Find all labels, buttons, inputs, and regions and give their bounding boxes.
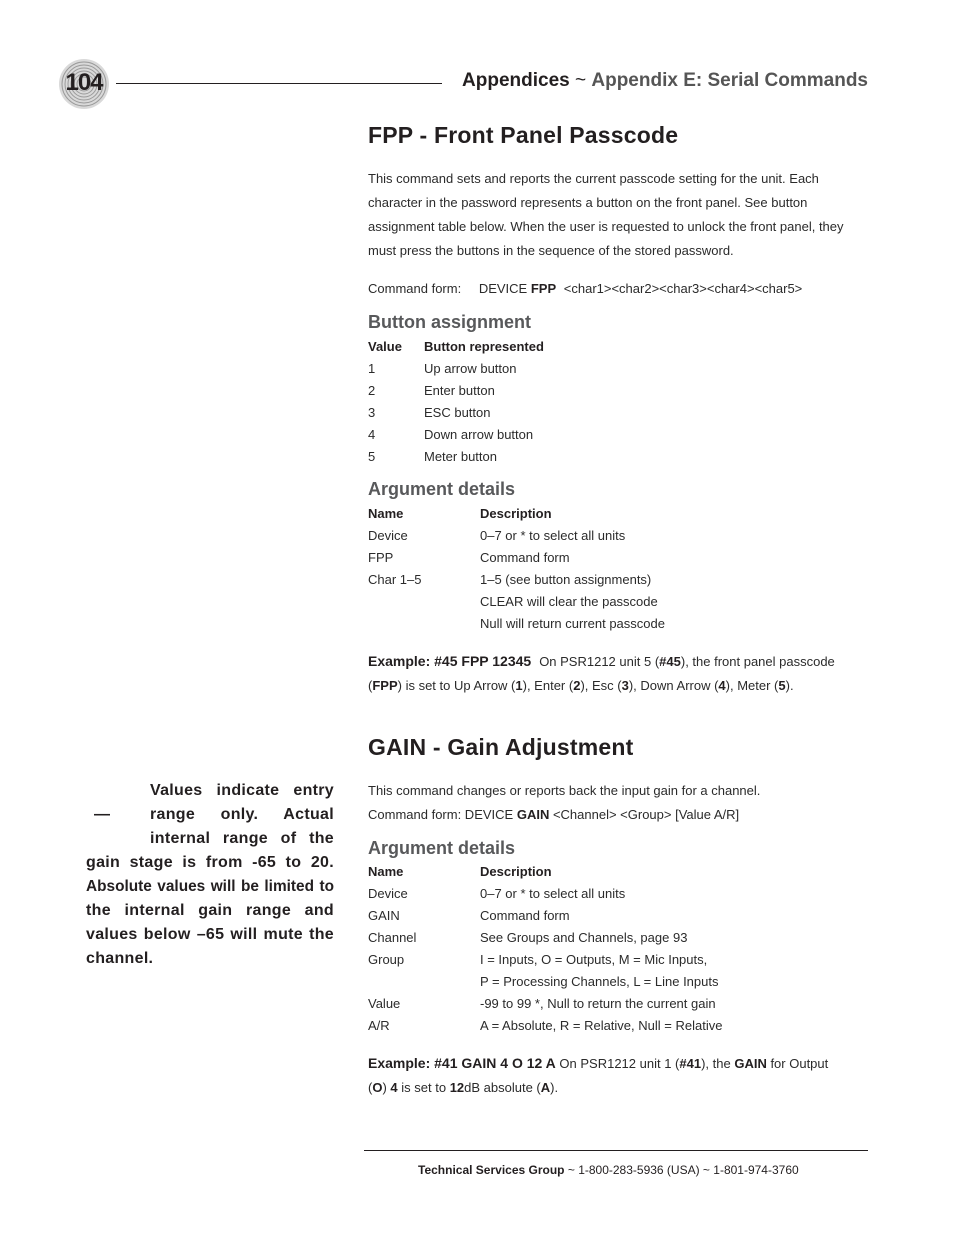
example-text: ), the [701, 1056, 735, 1071]
example-lead: Example: #41 GAIN 4 O 12 A [368, 1055, 556, 1071]
header-separator: ~ [569, 70, 592, 91]
example-text: #45 [659, 654, 681, 669]
example-text: for Output [766, 1056, 829, 1071]
table-cell: 0–7 or * to select all units [480, 886, 626, 901]
example-text: 4 [390, 1080, 398, 1095]
example-text: ), Down Arrow ( [628, 678, 719, 693]
fpp-intro-line: This command sets and reports the current passcode setting for the unit. Each [368, 171, 819, 186]
command-form-label: Command form: DEVICE [368, 807, 517, 822]
command-form-prefix: DEVICE [478, 281, 531, 296]
example-lead: Example: #45 FPP 12345 [368, 653, 532, 669]
running-header [462, 70, 868, 92]
table-cell: P = Processing Channels, L = Line Inputs [480, 974, 719, 989]
command-form-cmd: FPP [530, 281, 557, 296]
example-text: dB absolute ( [464, 1080, 541, 1095]
column-header: Name [368, 864, 404, 879]
example-text: 3 [621, 678, 629, 693]
table-cell: 1–5 (see button assignments) [480, 572, 652, 587]
header-rule [116, 83, 442, 84]
example-text: A [540, 1080, 551, 1095]
example-text: ), Esc ( [580, 678, 622, 693]
example-text: ) is set to Up Arrow ( [397, 678, 516, 693]
table-cell: Channel [368, 930, 417, 945]
table-cell: Command form [480, 550, 570, 565]
page-number: 104 [65, 69, 103, 96]
fpp-intro-line: character in the password represents a button on the front panel. See button [368, 195, 808, 210]
example-text: #41 [679, 1056, 702, 1071]
table-cell: See Groups and Channels, page 93 [480, 930, 688, 945]
gain-command-form [368, 803, 864, 827]
table-cell: Meter button [424, 449, 497, 464]
table-cell: Device [368, 886, 408, 901]
example-text: GAIN [734, 1056, 767, 1071]
example-text: On PSR1212 unit 5 ( [539, 654, 660, 669]
table-cell: Up arrow button [424, 361, 517, 376]
example-text: FPP [372, 678, 398, 693]
fpp-title: FPP - Front Panel Passcode [368, 122, 679, 148]
gain-example-line [368, 1076, 868, 1100]
fpp-example-line [368, 649, 868, 674]
fpp-intro-line: must press the buttons in the sequence of the stored password. [368, 243, 734, 258]
example-text: ( [368, 678, 373, 693]
table-cell: A/R [368, 1018, 390, 1033]
column-header: Button represented [424, 339, 544, 354]
example-text: ( [368, 1080, 373, 1095]
table-cell: -99 to 99 *, Null to return the current gain [480, 996, 716, 1011]
fpp-intro-line: assignment table below. When the user is requested to unlock the front panel, they [368, 219, 844, 234]
gain-argument-heading: Argument details [368, 838, 516, 858]
side-note-dash: — [94, 806, 111, 823]
table-cell: Group [368, 952, 405, 967]
command-form-label: Command form: [368, 281, 462, 296]
example-text: 2 [573, 678, 581, 693]
example-text: is set to [397, 1080, 450, 1095]
gain-title: GAIN - Gain Adjustment [368, 734, 634, 760]
example-text: 1 [515, 678, 523, 693]
table-cell: Null will return current passcode [480, 616, 665, 631]
table-cell: 2 [368, 383, 376, 398]
side-note-line: the internal gain range and [86, 902, 334, 919]
header-subsection: Appendix E: Serial Commands [591, 70, 868, 91]
command-form-args: <Channel> <Group> [Value A/R] [549, 807, 740, 822]
example-text: ). [550, 1080, 559, 1095]
column-header: Value [368, 339, 402, 354]
example-text: ) [382, 1080, 391, 1095]
footer [418, 1163, 799, 1177]
table-cell: Device [368, 528, 408, 543]
table-cell: 4 [368, 427, 376, 442]
table-cell: 0–7 or * to select all units [480, 528, 626, 543]
side-note-line: internal range of the [150, 830, 334, 847]
example-text: ), Enter ( [522, 678, 574, 693]
example-text: ). [785, 678, 794, 693]
fpp-argument-heading: Argument details [368, 479, 516, 499]
side-note-line: channel. [86, 950, 154, 967]
table-cell: Enter button [424, 383, 495, 398]
side-note-line: values below –65 will mute the [86, 926, 334, 943]
command-form-cmd: GAIN [516, 807, 550, 822]
side-note [86, 779, 334, 971]
table-cell: ESC button [424, 405, 491, 420]
table-cell: FPP [368, 550, 394, 565]
table-cell: 5 [368, 449, 376, 464]
gain-example [368, 1051, 868, 1100]
side-note-line: gain stage is from -65 to 20. [86, 854, 334, 871]
table-cell: GAIN [368, 908, 400, 923]
table-cell: 1 [368, 361, 376, 376]
fpp-command-form [368, 277, 864, 301]
side-note-line: Absolute values will be limited to [86, 878, 334, 895]
table-cell: Down arrow button [424, 427, 534, 442]
example-text: ), Meter ( [725, 678, 779, 693]
example-text: ), the front panel passcode [680, 654, 835, 669]
example-text: 5 [778, 678, 786, 693]
column-header: Description [480, 864, 552, 879]
table-cell: I = Inputs, O = Outputs, M = Mic Inputs, [480, 952, 708, 967]
table-cell: Value [368, 996, 401, 1011]
column-header: Name [368, 506, 404, 521]
side-note-line: Values indicate entry [150, 782, 334, 799]
example-text: On PSR1212 unit 1 ( [555, 1056, 680, 1071]
header-section: Appendices [462, 70, 570, 91]
example-text: 4 [718, 678, 726, 693]
example-text: O [372, 1080, 383, 1095]
button-assignment-heading: Button assignment [368, 312, 532, 332]
side-note-line: range only. Actual [150, 806, 334, 823]
fpp-example-line [368, 674, 868, 698]
command-form-args: <char1><char2><char3><char4><char5> [563, 281, 803, 296]
table-cell: A = Absolute, R = Relative, Null = Relative [480, 1018, 723, 1033]
column-header: Description [480, 506, 552, 521]
page-number-badge [58, 58, 110, 110]
table-cell: CLEAR will clear the passcode [480, 594, 658, 609]
footer-org: Technical Services Group [418, 1163, 565, 1177]
gain-intro: This command changes or reports back the input gain for a channel. [368, 783, 761, 798]
table-cell: 3 [368, 405, 376, 420]
fpp-intro [368, 167, 864, 263]
footer-rule [364, 1150, 868, 1151]
gain-example-line [368, 1051, 868, 1076]
fpp-example [368, 649, 868, 698]
footer-contact: ~ 1-800-283-5936 (USA) ~ 1-801-974-3760 [564, 1163, 799, 1177]
example-text: 12 [449, 1080, 465, 1095]
table-cell: Char 1–5 [368, 572, 422, 587]
table-cell: Command form [480, 908, 570, 923]
